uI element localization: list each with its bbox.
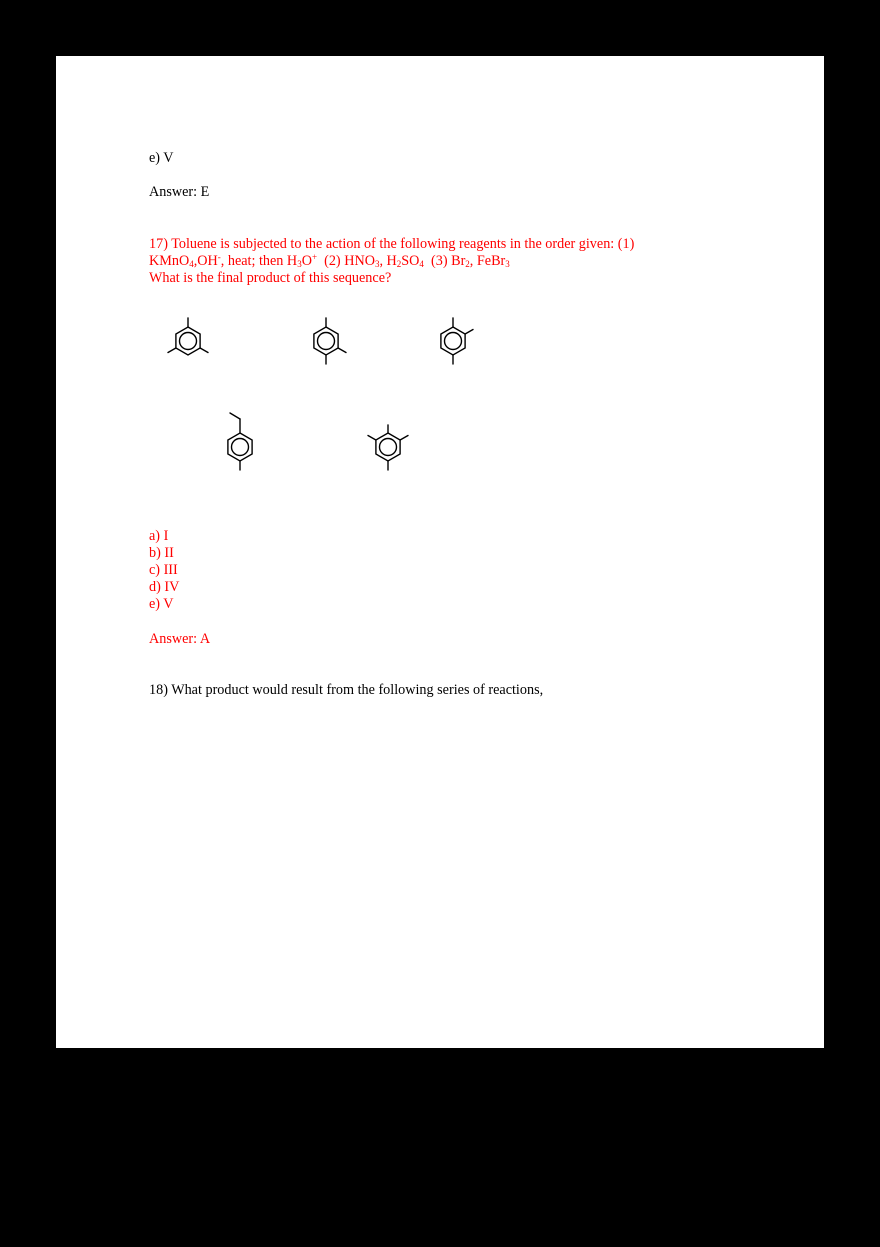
question-18-line-1: 18) What product would result from the following series of reactions, xyxy=(149,682,544,698)
option-a: a) I xyxy=(149,528,169,544)
structure-II xyxy=(314,318,346,364)
structure-V xyxy=(368,425,408,470)
option-d: d) IV xyxy=(149,579,180,595)
option-b: b) II xyxy=(149,545,174,561)
structure-III xyxy=(441,318,473,364)
option-c: c) III xyxy=(149,562,178,578)
structure-IV xyxy=(228,413,252,470)
question-17-line-1: 17) Toluene is subjected to the action of the following reagents in the order given: (1) xyxy=(149,236,635,252)
prev-option-e: e) V xyxy=(149,150,174,166)
prev-answer: Answer: E xyxy=(149,184,210,200)
structure-I xyxy=(168,318,208,355)
question-17-line-2: KMnO$_4$,OH-, heat; then $H_3O^+$ (2) $HNO_3$, $H_2SO_4$ (3) $Br_2$, FeBr$_3$ xyxy=(149,252,510,269)
question-17-answer: Answer: A xyxy=(149,631,211,647)
question-17-line-3: What is the final product of this sequence? xyxy=(149,270,392,286)
option-e: e) V xyxy=(149,596,174,612)
document-page xyxy=(56,56,824,1048)
